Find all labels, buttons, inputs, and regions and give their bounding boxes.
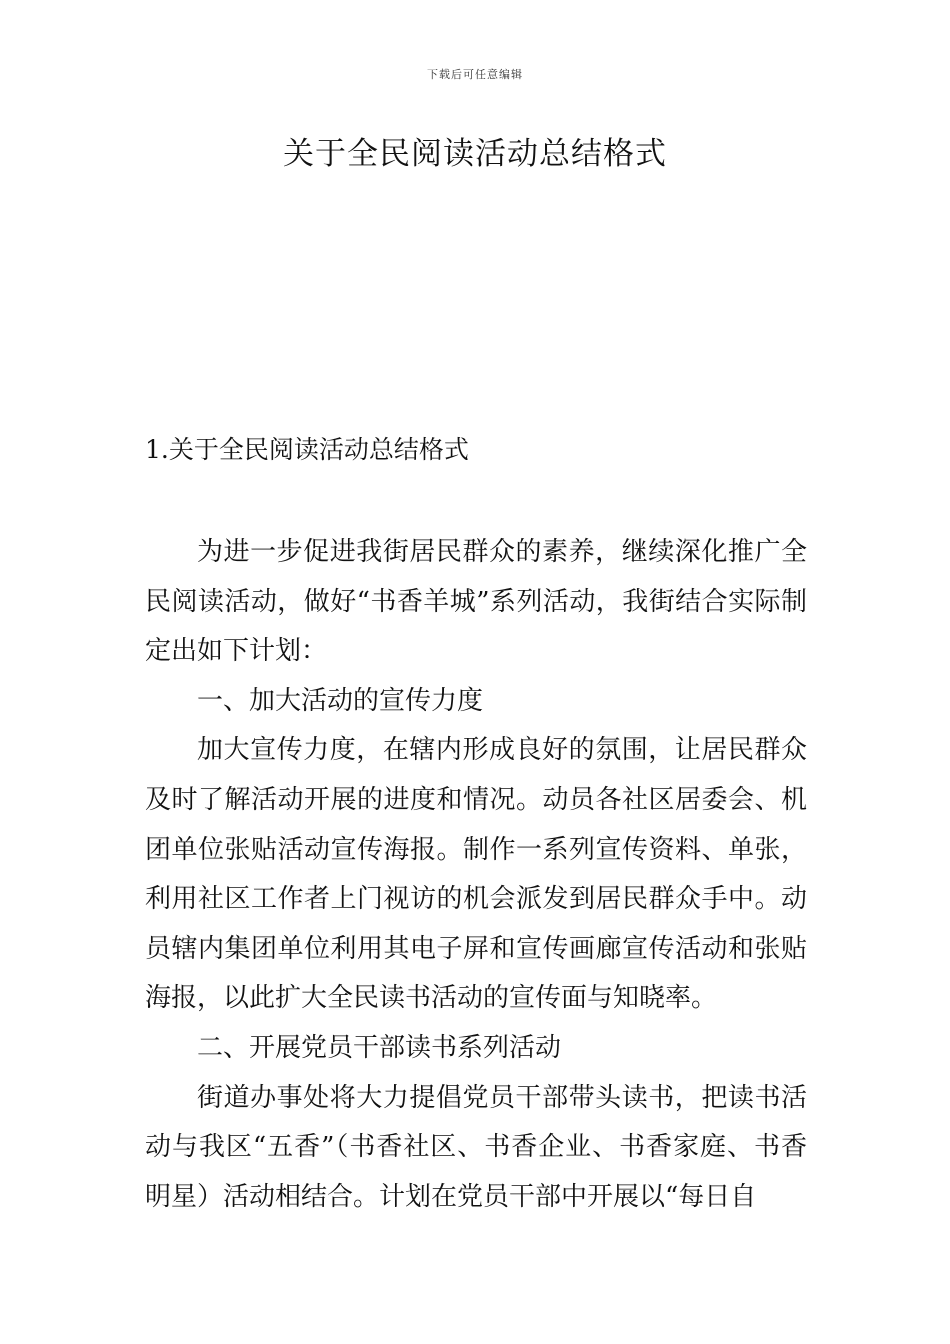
document-body <box>145 528 807 1222</box>
paragraph-heading-1: 一、加大活动的宣传力度 <box>197 685 484 716</box>
paragraph-cadres: 街道办事处将大力提倡党员干部带头读书，把读书活动与我区“五香”（书香社区、书香企业、书香家庭、书香明星）活动相结合。计划在党员干部中开展以“每日自 <box>145 1082 807 1212</box>
header-note: 下载后可任意编辑 <box>427 68 523 81</box>
paragraph-publicity: 加大宣传力度，在辖内形成良好的氛围，让居民群众及时了解活动开展的进度和情况。动员各社区居委会、机团单位张贴活动宣传海报。制作一系列宣传资料、单张，利用社区工作者上门视访的机会派发到居民群众手中。动员辖内集团单位利用其电子屏和宣传画廊宣传活动和张贴海报，以此扩大全民读书活动的宣传面与知晓率。 <box>145 735 807 1014</box>
paragraph-heading-2: 二、开展党员干部读书系列活动 <box>197 1032 562 1063</box>
section-heading: 1.关于全民阅读活动总结格式 <box>145 435 469 464</box>
document-title: 关于全民阅读活动总结格式 <box>283 136 667 172</box>
paragraph-intro: 为进一步促进我街居民群众的素养，继续深化推广全民阅读活动，做好“书香羊城”系列活动，我街结合实际制定出如下计划： <box>145 537 807 667</box>
